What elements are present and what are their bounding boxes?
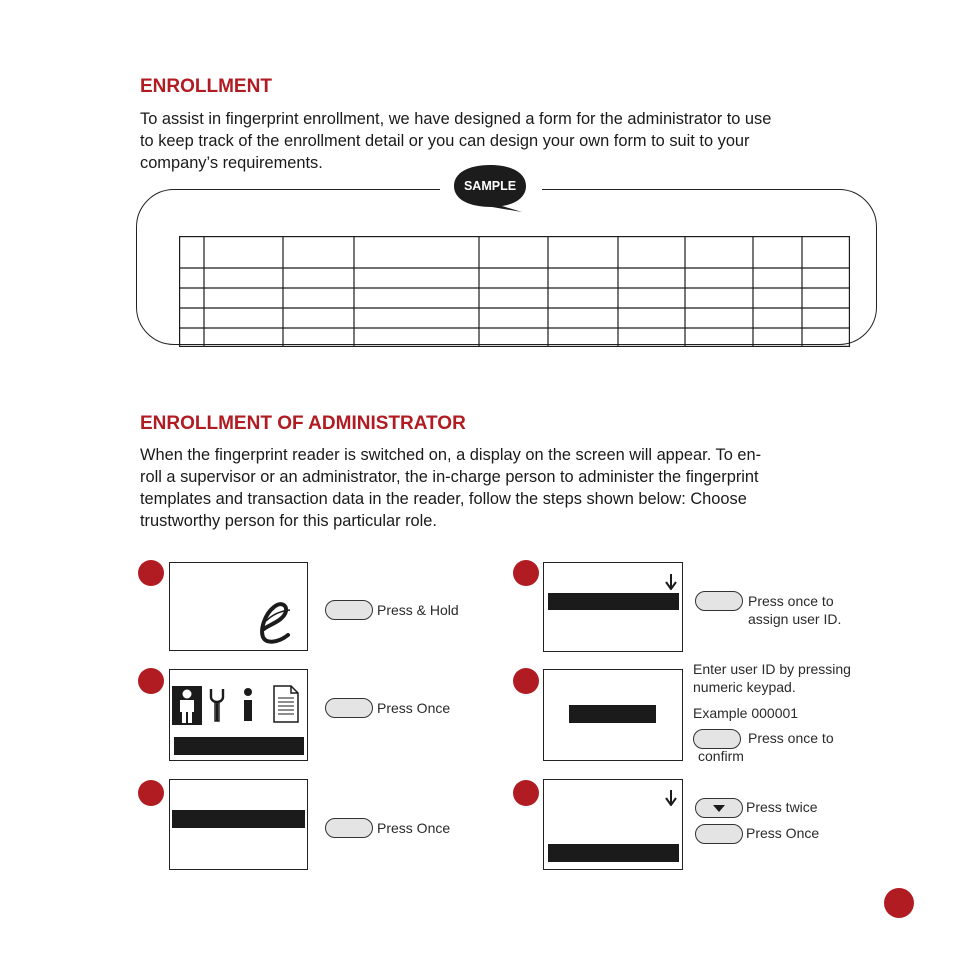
down-arrow-icon	[664, 789, 678, 806]
step-6-down-key-button[interactable]	[695, 798, 743, 818]
paragraph-line: When the fingerprint reader is switched on, a display on the screen will appear. To en-	[140, 446, 762, 464]
input-field-bar	[569, 705, 656, 723]
selection-bar	[548, 593, 679, 610]
step-4-label-line-2: assign user ID.	[748, 611, 842, 627]
step-5-screen	[543, 669, 683, 761]
paragraph-line: To assist in fingerprint enrollment, we have designed a form for the administrator to use	[140, 110, 772, 128]
enrollment-form-table	[179, 236, 850, 347]
step-3-label: Press Once	[377, 820, 451, 836]
step-5-marker	[513, 668, 539, 694]
step-2-key-button[interactable]	[325, 698, 373, 718]
step-5-instruction-line-2: numeric keypad.	[693, 679, 796, 695]
step-6-key-button[interactable]	[695, 824, 743, 844]
paragraph-line: roll a supervisor or an administrator, the in-charge person to administer the fingerprint	[140, 468, 759, 486]
section-heading-administrator: ENROLLMENT OF ADMINISTRATOR	[140, 413, 466, 434]
down-triangle-icon	[712, 804, 726, 813]
section-heading-enrollment: ENROLLMENT	[140, 76, 272, 97]
step-1-marker	[138, 560, 164, 586]
step-1-screen	[169, 562, 308, 651]
wrench-icon	[206, 687, 228, 723]
step-3-screen	[169, 779, 308, 870]
step-4-marker	[513, 560, 539, 586]
step-4-label-line-1: Press once to	[748, 593, 834, 609]
step-4-screen	[543, 562, 683, 652]
step-5-key-button[interactable]	[693, 729, 741, 749]
selection-bar	[174, 737, 304, 755]
step-2-screen	[169, 669, 308, 761]
administrator-paragraph	[140, 444, 892, 532]
step-6-screen	[543, 779, 683, 870]
step-5-example: Example 000001	[693, 705, 799, 721]
step-6-label-a: Press twice	[746, 799, 818, 815]
step-5-label-line-2: confirm	[698, 748, 744, 764]
step-4-key-button[interactable]	[695, 591, 743, 611]
info-icon	[241, 687, 255, 723]
step-5-instruction-line-1: Enter user ID by pressing	[693, 661, 851, 677]
user-icon	[172, 686, 202, 725]
step-3-marker	[138, 780, 164, 806]
page-marker	[884, 888, 914, 918]
step-2-label: Press Once	[377, 700, 451, 716]
step-2-marker	[138, 668, 164, 694]
paragraph-line: trustworthy person for this particular role.	[140, 512, 437, 530]
step-3-key-button[interactable]	[325, 818, 373, 838]
paragraph-line: company’s requirements.	[140, 154, 323, 172]
paragraph-line: to keep track of the enrollment detail or you can design your own form to suit to your	[140, 132, 750, 150]
sample-badge: SAMPLE	[463, 179, 517, 193]
step-1-label: Press & Hold	[377, 602, 459, 618]
selection-bar	[172, 810, 305, 828]
step-6-label-b: Press Once	[746, 825, 820, 841]
paragraph-line: templates and transaction data in the reader, follow the steps shown below: Choose	[140, 490, 747, 508]
step-1-key-button[interactable]	[325, 600, 373, 620]
document-icon	[272, 684, 300, 724]
step-6-marker	[513, 780, 539, 806]
down-arrow-icon	[664, 573, 678, 590]
e-logo-icon	[254, 599, 298, 645]
step-5-label-line-1: Press once to	[748, 730, 834, 746]
selection-bar	[548, 844, 679, 862]
